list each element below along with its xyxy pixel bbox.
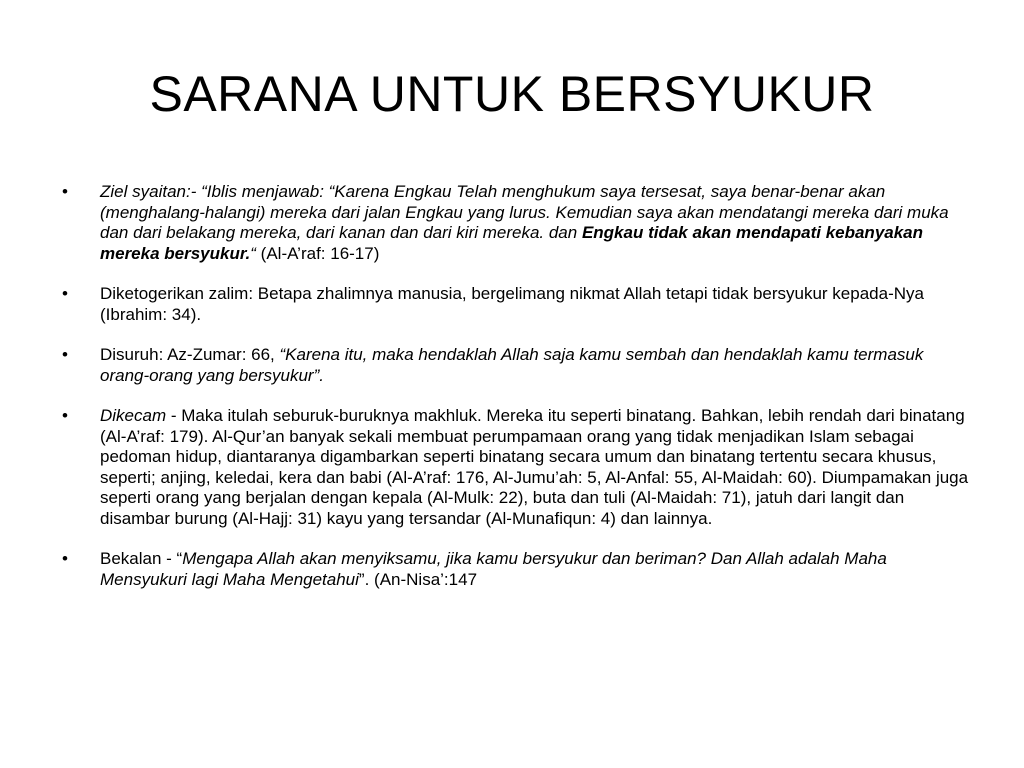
bullet-text-bold-italic: Engkau tidak akan mendapati kebanyakan mereka bersyukur. [100, 223, 924, 263]
bullet-text-italic: “Karena itu, maka hendaklah Allah saja kamu sembah dan hendaklah kamu termasuk orang-orang yang bersyukur”. [100, 345, 924, 385]
bullet-dot: • [62, 406, 68, 425]
bullet-text-italic: “ [250, 243, 256, 263]
bullet-dot: • [62, 345, 68, 364]
bullet-text: Diketogerikan zalim: Betapa zhalimnya manusia, bergelimang nikmat Allah tetapi tidak bersyukur kepada-Nya (Ibrahim: 34). [100, 284, 924, 324]
bullet-text: ”. (An-Nisa’:147 [358, 569, 478, 589]
bullet-item-disuruh [62, 345, 972, 386]
bullet-item-diketogerikan-zalim [62, 284, 972, 325]
bullet-text-italic: Ziel syaitan:- “Iblis menjawab: “Karena Engkau Telah menghukum saya tersesat, saya benar-benar akan (menghalang-halangi) mereka dari jalan Engkau yang lurus. Kemudian saya akan mendatangi mereka dari muka dan dari belakang mereka, dari kanan dan dari kiri mereka. dan [100, 182, 949, 242]
bullet-item-dikecam [62, 406, 972, 529]
bullet-dot: • [62, 549, 68, 568]
bullet-text: (Al-A’raf: 16-17) [255, 243, 380, 263]
slide-title: SARANA UNTUK BERSYUKUR [149, 66, 875, 122]
bullet-text-italic: Dikecam [100, 406, 167, 425]
bullet-text: - Maka itulah seburuk-buruknya makhluk. Mereka itu seperti binatang. Bahkan, lebih rendah dari binatang (Al-A’raf: 179). Al-Qur’an banyak sekali membuat perumpamaan orang yang tidak menjadikan Islam sebagai pedoman hidup, diantaranya digambarkan seperti binatang secara umum dan binatang tertentu secara khusus, seperti; anjing, keledai, kera dan babi (Al-A’raf: 176, Al-Jumu’ah: 5, Al-Anfal: 55, Al-Maidah: 60). Diumpamakan juga seperti orang yang berjalan dengan kepala (Al-Mulk: 22), buta dan tuli (Al-Maidah: 71), jatuh dari langit dan disambar burung (Al-Hajj: 31) kayu yang tersandar (Al-Munafiqun: 4) dan lainnya. [100, 406, 969, 528]
bullet-list [62, 182, 972, 610]
bullet-item-bekalan [62, 549, 972, 590]
bullet-dot: • [62, 182, 68, 201]
bullet-text: Disuruh: Az-Zumar: 66, [100, 345, 280, 364]
bullet-item-ziel-syaitan [62, 182, 972, 264]
bullet-text-italic: Mengapa Allah akan menyiksamu, jika kamu bersyukur dan beriman? Dan Allah adalah Maha Mensyukuri lagi Maha Mengetahui [100, 549, 887, 589]
bullet-text: Bekalan - “ [100, 549, 183, 568]
bullet-dot: • [62, 284, 68, 303]
